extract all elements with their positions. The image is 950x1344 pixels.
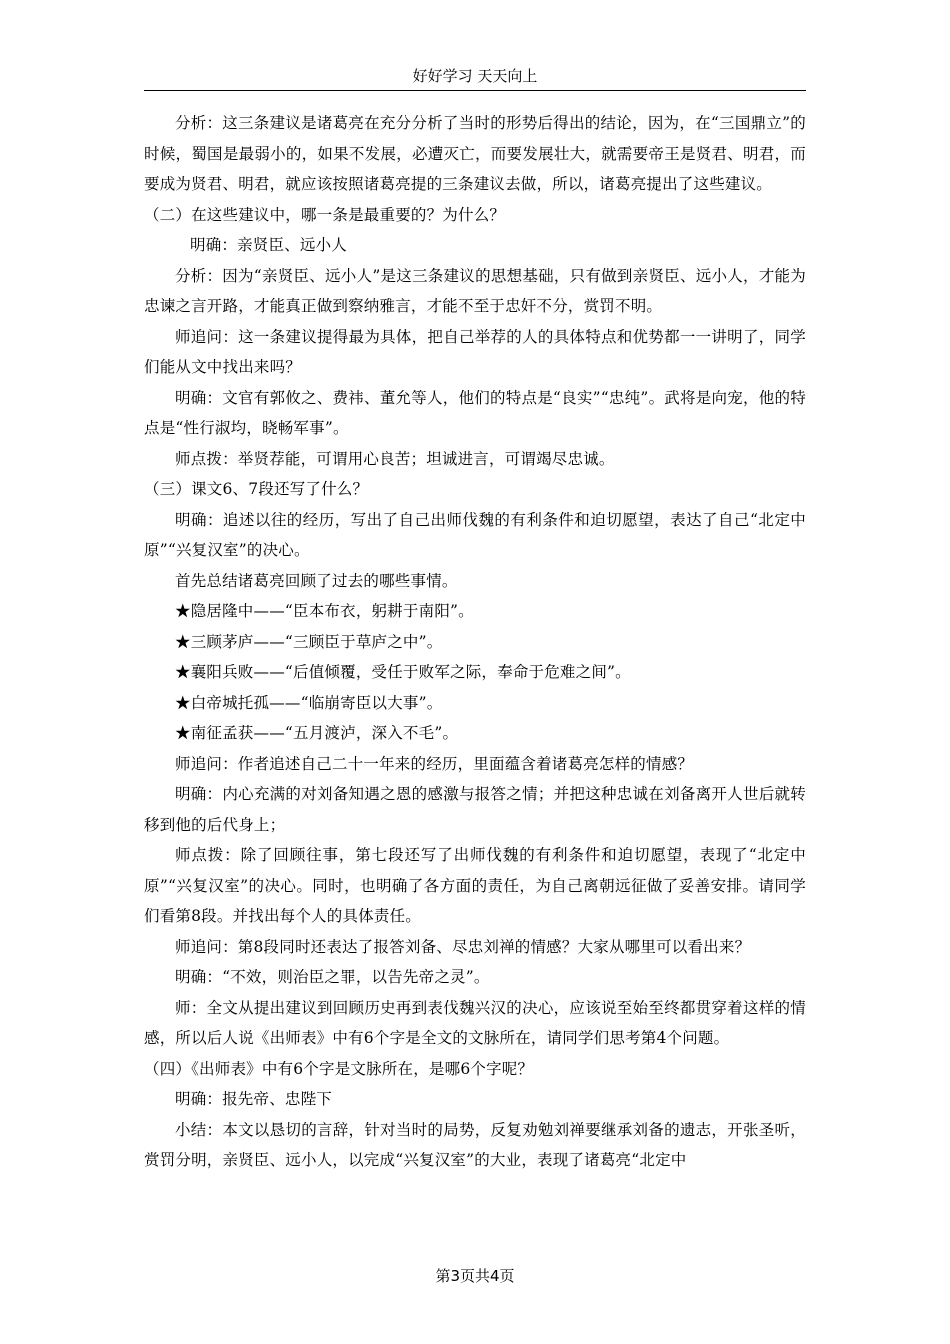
answer-3: 明确：追述以往的经历，写出了自己出师伐魏的有利条件和迫切愿望，表达了自己“北定中原”“兴复汉室”的决心。 [144, 510, 806, 559]
document-body [144, 108, 806, 1176]
question-3: （三）课文6、7段还写了什么？ [144, 480, 369, 498]
question-2: （二）在这些建议中，哪一条是最重要的？为什么？ [144, 205, 506, 224]
list-item: ★隐居隆中——“臣本布衣，躬耕于南阳”。 [175, 602, 474, 620]
paragraph-analysis-2: 分析：因为“亲贤臣、远小人”是这三条建议的思想基础，只有做到亲贤臣、远小人，才能为忠谏之言开路，才能真正做到察纳雅言，才能不至于忠奸不分，赏罚不明。 [144, 266, 806, 315]
paragraph-analysis-1: 分析：这三条建议是诸葛亮在充分分析了当时的形势后得出的结论，因为，在“三国鼎立”的时候，蜀国是最弱小的，如果不发展，必遭灭亡，而要发展壮大，就需要帝王是贤君、明君，而要成为贤君、明君，就应该按照诸葛亮提的三条建议去做，所以，诸葛亮提出了这些建议。 [144, 114, 806, 193]
question-4: （四）《出师表》中有6个字是文脉所在，是哪6个字呢？ [144, 1059, 534, 1078]
answer-officials: 明确：文官有郭攸之、费祎、董允等人，他们的特点是“良实”“忠纯”。武将是向宠，他的特点是“性行淑均，晓畅军事”。 [144, 388, 806, 437]
page-header: 好好学习 天天向上 [412, 67, 538, 85]
header-divider [144, 90, 806, 91]
list-item: ★白帝城托孤——“临崩寄臣以大事”。 [175, 693, 443, 712]
answer-2: 明确：亲贤臣、远小人 [190, 236, 348, 254]
answer-quote: 明确：“不效，则治臣之罪，以告先帝之灵”。 [175, 968, 490, 986]
list-item: ★三顾茅庐——“三顾臣于草庐之中”。 [175, 632, 443, 651]
list-item: ★襄阳兵败——“后值倾覆，受任于败军之际，奉命于危难之间”。 [175, 663, 631, 681]
page-number: 第3页共4页 [435, 1267, 515, 1285]
answer-4: 明确：报先帝、忠陛下 [175, 1090, 333, 1108]
teacher-followup-3: 师追问：第8段同时还表达了报答刘备、尽忠刘禅的情感？大家从哪里可以看出来？ [175, 937, 751, 956]
list-item: ★南征孟获——“五月渡泸，深入不毛”。 [175, 724, 459, 742]
teacher-followup-2: 师追问：作者追述自己二十一年来的经历，里面蕴含着诸葛亮怎样的情感？ [175, 754, 694, 773]
conclusion: 小结：本文以恳切的言辞，针对当时的局势，反复劝勉刘禅要继承刘备的遗志，开张圣听，赏罚分明，亲贤臣、远小人，以完成“兴复汉室”的大业，表现了诸葛亮“北定中 [144, 1120, 806, 1169]
teacher-note-2: 师点拨：除了回顾往事，第七段还写了出师伐魏的有利条件和迫切愿望，表现了“北定中原”“兴复汉室”的决心。同时，也明确了各方面的责任，为自己离朝远征做了妥善安排。请同学们看第8段。并找出每个人的具体责任。 [144, 846, 806, 925]
summary-intro: 首先总结诸葛亮回顾了过去的哪些事情。 [175, 571, 458, 590]
teacher-remark: 师：全文从提出建议到回顾历史再到表伐魏兴汉的决心，应该说至始至终都贯穿着这样的情感，所以后人说《出师表》中有6个字是全文的文脉所在，请同学们思考第4个问题。 [144, 998, 806, 1047]
teacher-note-1: 师点拨：举贤荐能，可谓用心良苦；坦诚进言，可谓竭尽忠诚。 [175, 449, 615, 468]
teacher-followup-1: 师追问：这一条建议提得最为具体，把自己举荐的人的具体特点和优势都一一讲明了，同学们能从文中找出来吗？ [144, 327, 806, 376]
answer-emotion: 明确：内心充满的对刘备知遇之恩的感激与报答之情；并把这种忠诚在刘备离开人世后就转移到他的后代身上； [144, 785, 806, 834]
